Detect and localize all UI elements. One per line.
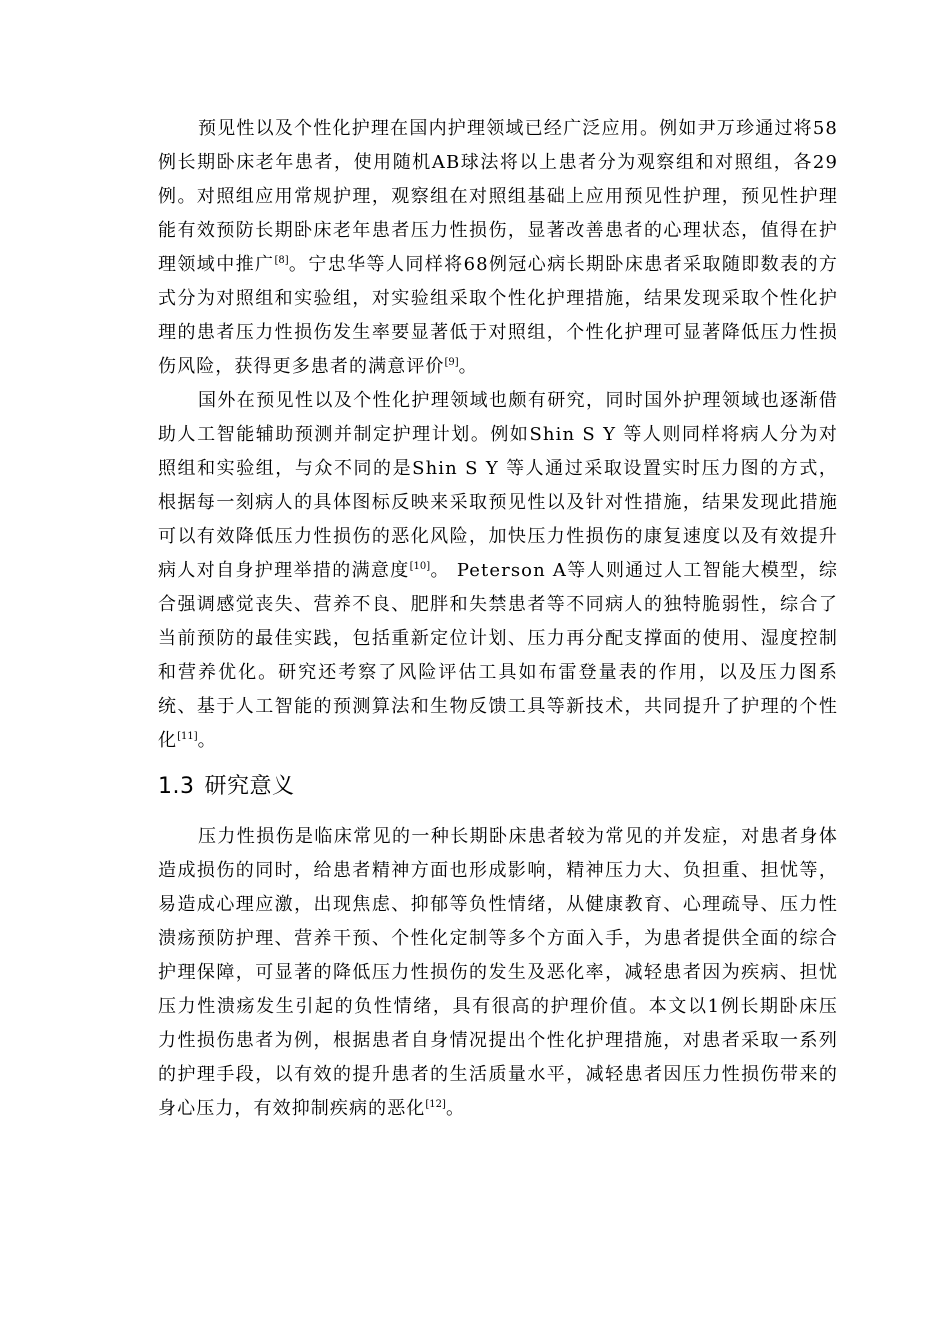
paragraph-research-significance (158, 820, 838, 1126)
section-heading (158, 770, 838, 804)
citation-11: [11] (177, 731, 198, 742)
paragraph-text: 预见性以及个性化护理在国内护理领域已经广泛应用。例如尹万珍通过将58例长期卧床老年患者，使用随机AB球法将以上患者分为观察组和对照组，各29例。对照组应用常规护理，观察组在对照组基础上应用预见性护理，预见性护理能有效预防长期卧床老年患者压力性损伤，显著改善患者的心理状态，值得在护理领域中推广 (158, 118, 838, 275)
citation-10: [10] (409, 561, 431, 572)
paragraph-foreign-research (158, 384, 838, 758)
section-number: 1.3 (158, 774, 195, 799)
section-title: 研究意义 (204, 774, 295, 799)
paragraph-text: 。宁忠华等人同样将68例冠心病长期卧床患者采取随即数表的方式分为对照组和实验组，对实验组采取个性化护理措施，结果发现采取个性化护理的患者压力性损伤发生率要显著低于对照组，个性化护理可显著降低压力性损伤风险，获得更多患者的满意评价 (158, 254, 838, 377)
paragraph-text: 。 (445, 1098, 466, 1119)
paragraph-text: 国外在预见性以及个性化护理领域也颇有研究，同时国外护理领域也逐渐借助人工智能辅助预测并制定护理计划。例如Shin S Y 等人则同样将病人分为对照组和实验组，与众不同的是Shin S Y 等人通过采取设置实时压力图的方式，根据每一刻病人的具体图标反映来采取预见性以及针对性措施，结果发现此措施可以有效降低压力性损伤的恶化风险，加快压力性损伤的康复速度以及有效提升病人对自身护理举措的满意度 (158, 390, 838, 581)
citation-8: [8] (274, 255, 289, 266)
citation-12: [12] (425, 1099, 446, 1110)
paragraph-domestic-research (158, 112, 838, 384)
paragraph-text: 。 (458, 356, 478, 377)
citation-9: [9] (444, 357, 459, 368)
paragraph-text: 。 (197, 730, 217, 751)
document-body (158, 112, 838, 1126)
paragraph-text: 。 Peterson A等人则通过人工智能大模型，综合强调感觉丧失、营养不良、肥胖和失禁患者等不同病人的独特脆弱性，综合了当前预防的最佳实践，包括重新定位计划、压力再分配支撑面的使用、湿度控制和营养优化。研究还考察了风险评估工具如布雷登量表的作用，以及压力图系统、基于人工智能的预测算法和生物反馈工具等新技术，共同提升了护理的个性化 (158, 560, 838, 751)
paragraph-text: 压力性损伤是临床常见的一种长期卧床患者较为常见的并发症，对患者身体造成损伤的同时，给患者精神方面也形成影响，精神压力大、负担重、担忧等，易造成心理应激，出现焦虑、抑郁等负性情绪，从健康教育、心理疏导、压力性溃疡预防护理、营养干预、个性化定制等多个方面入手，为患者提供全面的综合护理保障，可显著的降低压力性损伤的发生及恶化率，减轻患者因为疾病、担忧压力性溃疡发生引起的负性情绪，具有很高的护理价值。本文以1例长期卧床压力性损伤患者为例，根据患者自身情况提出个性化护理措施，对患者采取一系列的护理手段，以有效的提升患者的生活质量水平，减轻患者因压力性损伤带来的身心压力，有效抑制疾病的恶化 (158, 826, 838, 1119)
